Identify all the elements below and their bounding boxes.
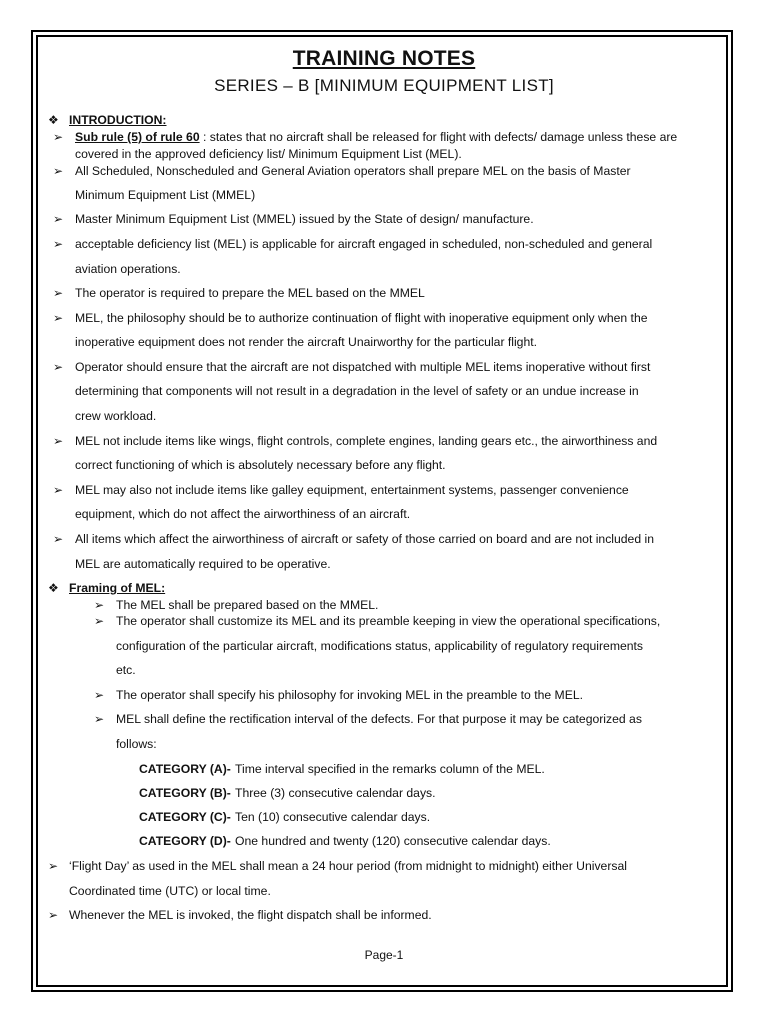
closing-item-1: ‘Flight Day’ as used in the MEL shall mean a 24 hour period (from midnight to midnight) either Universal (69, 859, 627, 873)
intro-item-1-cont: covered in the approved deficiency list/ Minimum Equipment List (MEL). (75, 147, 462, 161)
arrow-bullet-icon: ➢ (94, 598, 105, 612)
intro-item-6: MEL, the philosophy should be to authorize continuation of flight with inoperative equipment only when the (75, 311, 648, 325)
intro-heading: INTRODUCTION: (69, 113, 167, 127)
intro-item-2: All Scheduled, Nonscheduled and General Aviation operators shall prepare MEL on the basis of Master (75, 164, 631, 178)
arrow-bullet-icon: ➢ (53, 483, 64, 497)
intro-item-5: The operator is required to prepare the MEL based on the MMEL (75, 286, 425, 300)
category-label: CATEGORY (A)- (139, 762, 231, 776)
intro-item-8: MEL not include items like wings, flight controls, complete engines, landing gears etc., the airworthiness and (75, 434, 658, 448)
intro-item-4-cont: aviation operations. (75, 262, 181, 276)
arrow-bullet-icon: ➢ (53, 286, 64, 300)
intro-item-10: All items which affect the airworthiness of aircraft or safety of those carried on board and are not included in (75, 532, 654, 546)
intro-item-7-cont2: crew workload. (75, 409, 157, 423)
intro-item-3: Master Minimum Equipment List (MMEL) issued by the State of design/ manufacture. (75, 212, 534, 226)
intro-item-6-cont: inoperative equipment does not render the aircraft Unairworthy for the particular flight. (75, 335, 538, 349)
category-text: Ten (10) consecutive calendar days. (235, 810, 431, 824)
framing-item-1: The MEL shall be prepared based on the MMEL. (116, 598, 379, 612)
category-row (139, 809, 430, 825)
arrow-bullet-icon: ➢ (53, 130, 64, 144)
framing-item-2: The operator shall customize its MEL and its preamble keeping in view the operational specifications, (116, 614, 661, 628)
intro-item-1-text: : states that no aircraft shall be released for flight with defects/ damage unless these are (199, 130, 678, 144)
framing-item-3: The operator shall specify his philosophy for invoking MEL in the preamble to the MEL. (116, 688, 583, 702)
arrow-bullet-icon: ➢ (53, 164, 64, 178)
intro-item-8-cont: correct functioning of which is absolutely necessary before any flight. (75, 458, 446, 472)
closing-item-2: Whenever the MEL is invoked, the flight dispatch shall be informed. (69, 908, 432, 922)
page-title: TRAINING NOTES (292, 47, 476, 70)
intro-item-2-cont: Minimum Equipment List (MMEL) (75, 188, 256, 202)
category-row (139, 833, 551, 849)
framing-item-2-cont: configuration of the particular aircraft, modifications status, applicability of regulatory requirements (116, 639, 644, 653)
intro-item-1 (75, 129, 677, 145)
arrow-bullet-icon: ➢ (48, 908, 59, 922)
category-label: CATEGORY (C)- (139, 810, 231, 824)
intro-item-9: MEL may also not include items like galley equipment, entertainment systems, passenger convenience (75, 483, 629, 497)
category-text: Three (3) consecutive calendar days. (235, 786, 436, 800)
category-text: Time interval specified in the remarks column of the MEL. (235, 762, 545, 776)
page-number: Page-1 (364, 948, 404, 962)
intro-item-10-cont: MEL are automatically required to be operative. (75, 557, 331, 571)
arrow-bullet-icon: ➢ (94, 712, 105, 726)
rule-reference: Sub rule (5) of rule 60 (75, 130, 200, 144)
framing-heading: Framing of MEL: (69, 581, 166, 595)
arrow-bullet-icon: ➢ (53, 311, 64, 325)
page-subtitle: SERIES – B [MINIMUM EQUIPMENT LIST] (214, 76, 554, 95)
arrow-bullet-icon: ➢ (94, 688, 105, 702)
diamond-bullet-icon: ❖ (48, 581, 59, 595)
arrow-bullet-icon: ➢ (53, 360, 64, 374)
category-row (139, 785, 436, 801)
arrow-bullet-icon: ➢ (53, 532, 64, 546)
category-label: CATEGORY (B)- (139, 786, 231, 800)
framing-item-2-cont2: etc. (116, 663, 136, 677)
diamond-bullet-icon: ❖ (48, 113, 59, 127)
framing-item-4: MEL shall define the rectification interval of the defects. For that purpose it may be categorized as (116, 712, 642, 726)
intro-item-7-cont: determining that components will not result in a degradation in the level of safety or an undue increase in (75, 384, 639, 398)
arrow-bullet-icon: ➢ (53, 212, 64, 226)
category-row (139, 761, 545, 777)
intro-item-7: Operator should ensure that the aircraft are not dispatched with multiple MEL items inoperative without first (75, 360, 651, 374)
framing-item-4-cont: follows: (116, 737, 157, 751)
arrow-bullet-icon: ➢ (53, 237, 64, 251)
arrow-bullet-icon: ➢ (94, 614, 105, 628)
arrow-bullet-icon: ➢ (48, 859, 59, 873)
closing-item-1-cont: Coordinated time (UTC) or local time. (69, 884, 271, 898)
category-label: CATEGORY (D)- (139, 834, 231, 848)
intro-item-4: acceptable deficiency list (MEL) is applicable for aircraft engaged in scheduled, non-scheduled and general (75, 237, 653, 251)
intro-item-9-cont: equipment, which do not affect the airworthiness of an aircraft. (75, 507, 411, 521)
category-text: One hundred and twenty (120) consecutive calendar days. (235, 834, 551, 848)
arrow-bullet-icon: ➢ (53, 434, 64, 448)
